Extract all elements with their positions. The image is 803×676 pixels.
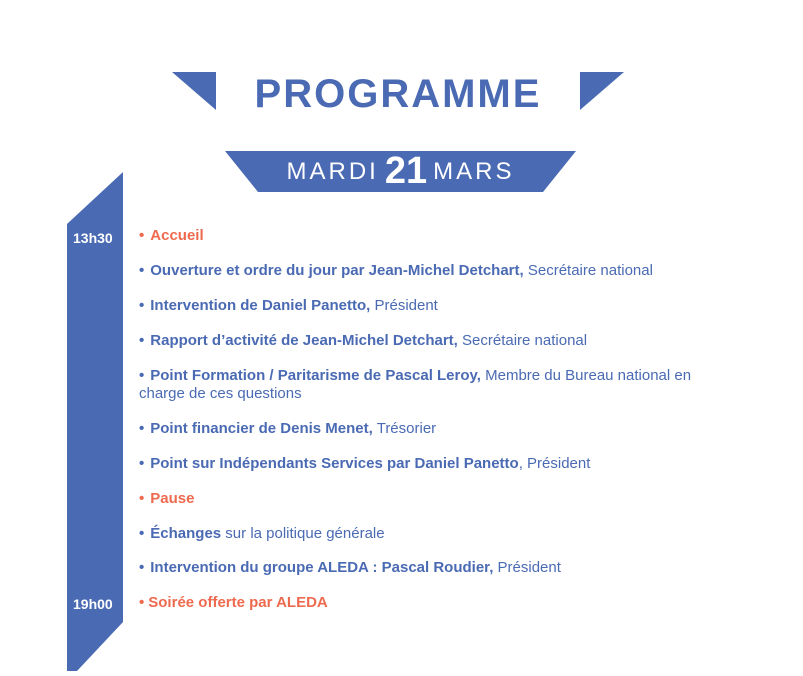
item-detail: , Président (518, 455, 591, 472)
item-title: Point sur Indépendants Services par Daniel Panetto (150, 455, 519, 472)
day-number: 21 (384, 150, 428, 192)
bullet: • (139, 332, 145, 349)
agenda-item-ouverture (139, 262, 739, 280)
item-title: Soirée offerte par ALEDA (148, 594, 328, 611)
item-detail: Secrétaire national (523, 262, 653, 279)
left-triangle-decoration (172, 72, 216, 110)
bullet: • (139, 367, 145, 384)
bullet: • (139, 490, 145, 507)
agenda-item-echanges (139, 525, 739, 543)
item-title: Intervention du groupe ALEDA : Pascal Roudier, (150, 559, 494, 576)
agenda-item-pause (139, 490, 739, 508)
item-title: Échanges (150, 525, 222, 542)
agenda-item-formation (139, 367, 729, 403)
agenda-item-intervention-panetto (139, 297, 739, 315)
bullet: • (139, 455, 145, 472)
item-detail: Président (370, 297, 438, 314)
item-title: Point Formation / Paritarisme de Pascal Leroy, (150, 367, 481, 384)
item-detail: sur la politique générale (221, 525, 385, 542)
item-title: Intervention de Daniel Panetto, (150, 297, 371, 314)
agenda-item-soiree (139, 594, 739, 612)
bullet: • (139, 227, 145, 244)
agenda-item-accueil (139, 227, 739, 245)
agenda-item-independants (139, 455, 739, 473)
item-title: Pause (150, 490, 195, 507)
time-start: 13h30 (73, 230, 113, 246)
agenda-item-rapport (139, 332, 739, 350)
bullet: • (139, 594, 145, 611)
day-name: MARDI (286, 157, 379, 185)
item-detail: Président (493, 559, 561, 576)
bullet: • (139, 559, 145, 576)
item-title: Accueil (150, 227, 204, 244)
bullet: • (139, 262, 145, 279)
item-title: Rapport d’activité de Jean-Michel Detchart, (150, 332, 458, 349)
bullet: • (139, 525, 145, 542)
timeline-bar (67, 172, 123, 676)
time-end: 19h00 (73, 596, 113, 612)
bullet: • (139, 420, 145, 437)
item-detail: Secrétaire national (457, 332, 588, 349)
item-detail: Trésorier (372, 420, 437, 437)
agenda-item-financier (139, 420, 739, 438)
item-detail: Membre du Bureau national en charge de ces questions (139, 367, 692, 402)
agenda-item-aleda (139, 559, 739, 577)
date-banner (225, 151, 576, 192)
item-title: Ouverture et ordre du jour par Jean-Michel Detchart, (150, 262, 524, 279)
month-name: MARS (433, 157, 515, 185)
page-title: PROGRAMME (254, 72, 542, 116)
right-triangle-decoration (580, 72, 624, 110)
bullet: • (139, 297, 145, 314)
date-text (225, 151, 576, 192)
programme-header (172, 72, 624, 116)
item-title: Point financier de Denis Menet, (150, 420, 373, 437)
